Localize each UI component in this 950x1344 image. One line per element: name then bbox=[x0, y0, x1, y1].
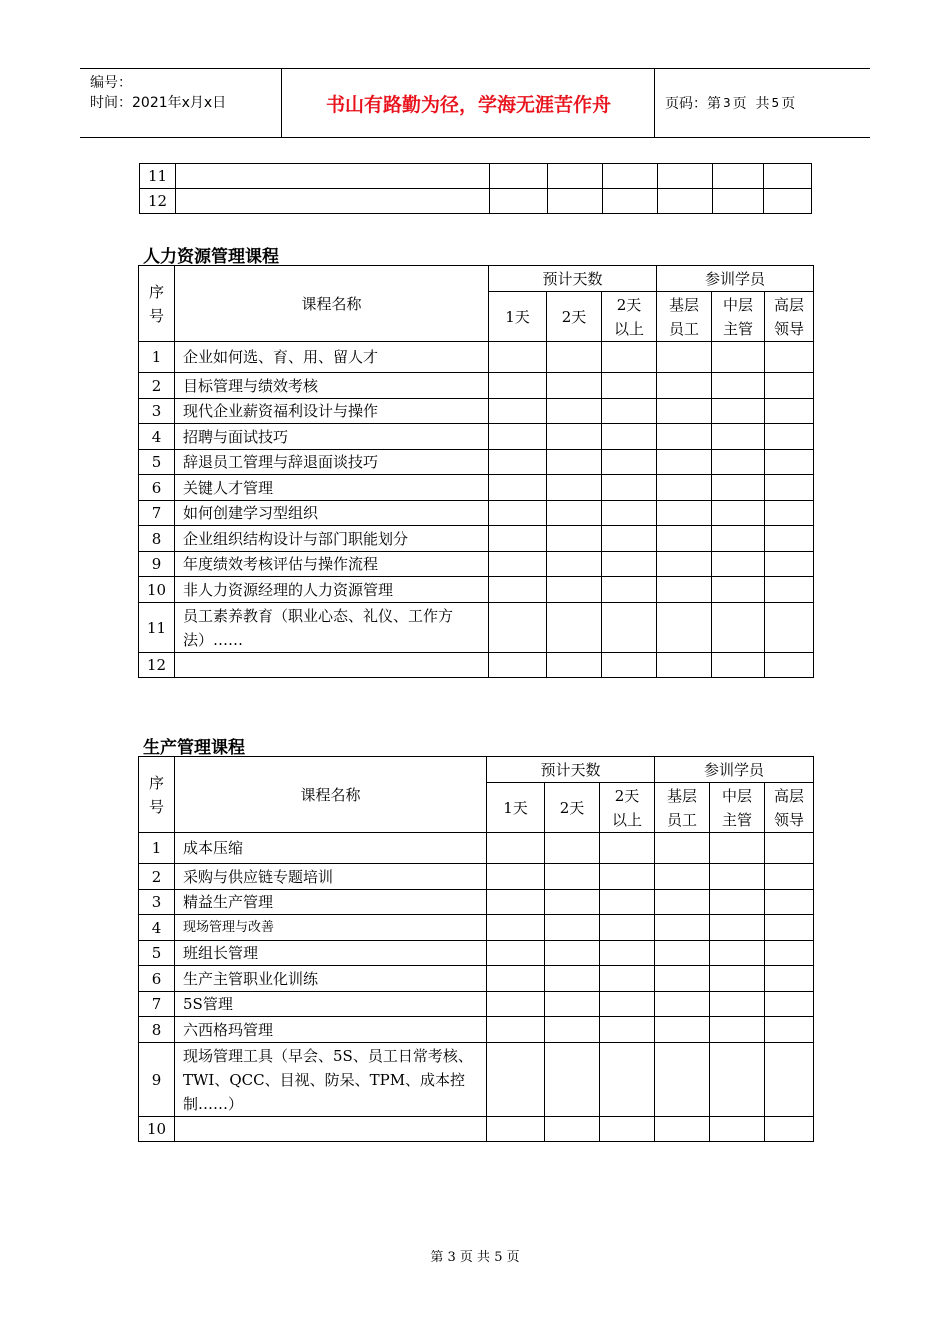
table-row bbox=[139, 373, 814, 399]
checkbox-cell[interactable] bbox=[710, 941, 765, 966]
course-name: 班组长管理 bbox=[175, 941, 487, 966]
checkbox-cell[interactable] bbox=[545, 864, 600, 890]
page-label-mid: 页 共 bbox=[732, 96, 770, 112]
row-number: 3 bbox=[139, 399, 175, 424]
row-number: 8 bbox=[139, 1017, 175, 1043]
checkbox-cell[interactable] bbox=[545, 833, 600, 864]
course-name: 员工素养教育（职业心态、礼仪、工作方法）…… bbox=[175, 603, 489, 653]
course-name bbox=[175, 1117, 487, 1142]
checkbox-cell[interactable] bbox=[600, 1017, 655, 1043]
checkbox-cell[interactable] bbox=[657, 342, 712, 373]
page-header bbox=[80, 68, 870, 138]
checkbox-cell[interactable] bbox=[487, 833, 545, 864]
checkbox-cell[interactable] bbox=[602, 450, 657, 475]
table-row bbox=[140, 164, 812, 189]
checkbox-cell[interactable] bbox=[547, 373, 602, 399]
row-number: 6 bbox=[139, 966, 175, 992]
seq-header: 序号 bbox=[139, 266, 175, 342]
course-name: 生产主管职业化训练 bbox=[175, 966, 487, 992]
table-row bbox=[139, 603, 814, 653]
checkbox-cell[interactable] bbox=[765, 373, 814, 399]
checkbox-cell[interactable] bbox=[545, 890, 600, 915]
header-page-info bbox=[665, 69, 870, 137]
row-number: 4 bbox=[139, 424, 175, 450]
checkbox-cell[interactable] bbox=[602, 653, 657, 678]
table-row bbox=[139, 399, 814, 424]
checkbox-cell[interactable] bbox=[764, 189, 812, 214]
checkbox-cell[interactable] bbox=[658, 189, 713, 214]
checkbox-cell[interactable] bbox=[710, 966, 765, 992]
table-row bbox=[139, 577, 814, 603]
checkbox-cell[interactable] bbox=[764, 164, 812, 189]
row-number: 5 bbox=[139, 450, 175, 475]
checkbox-cell[interactable] bbox=[487, 941, 545, 966]
course-name: 采购与供应链专题培训 bbox=[175, 864, 487, 890]
checkbox-cell[interactable] bbox=[489, 342, 547, 373]
table-row bbox=[139, 992, 814, 1017]
hr-section-title: 人力资源管理课程 bbox=[143, 247, 279, 267]
checkbox-cell[interactable] bbox=[602, 399, 657, 424]
checkbox-cell[interactable] bbox=[600, 941, 655, 966]
checkbox-cell[interactable] bbox=[657, 373, 712, 399]
row-number: 1 bbox=[139, 342, 175, 373]
checkbox-cell[interactable] bbox=[600, 864, 655, 890]
checkbox-cell[interactable] bbox=[765, 526, 814, 552]
checkbox-cell[interactable] bbox=[657, 399, 712, 424]
checkbox-cell[interactable] bbox=[657, 475, 712, 501]
table-row bbox=[139, 1017, 814, 1043]
checkbox-cell[interactable] bbox=[657, 577, 712, 603]
checkbox-cell[interactable] bbox=[765, 915, 814, 941]
checkbox-cell[interactable] bbox=[547, 577, 602, 603]
course-name bbox=[176, 164, 490, 189]
days-header: 预计天数 bbox=[489, 266, 657, 292]
row-number: 11 bbox=[139, 603, 175, 653]
course-name: 成本压缩 bbox=[175, 833, 487, 864]
course-name: 5S管理 bbox=[175, 992, 487, 1017]
table-row bbox=[139, 501, 814, 526]
checkbox-cell[interactable] bbox=[712, 501, 765, 526]
checkbox-cell[interactable] bbox=[712, 653, 765, 678]
checkbox-cell[interactable] bbox=[489, 450, 547, 475]
checkbox-cell[interactable] bbox=[710, 833, 765, 864]
prod-section-title: 生产管理课程 bbox=[143, 738, 245, 758]
serial-label: 编号： bbox=[90, 75, 132, 91]
checkbox-cell[interactable] bbox=[547, 552, 602, 577]
checkbox-cell[interactable] bbox=[547, 475, 602, 501]
course-name: 招聘与面试技巧 bbox=[175, 424, 489, 450]
row-number: 8 bbox=[139, 526, 175, 552]
participants-header: 参训学员 bbox=[657, 266, 814, 292]
checkbox-cell[interactable] bbox=[655, 941, 710, 966]
checkbox-cell[interactable] bbox=[710, 992, 765, 1017]
checkbox-cell[interactable] bbox=[655, 966, 710, 992]
header-left bbox=[80, 69, 282, 137]
continuation-table bbox=[139, 163, 812, 214]
checkbox-cell[interactable] bbox=[655, 1017, 710, 1043]
checkbox-cell[interactable] bbox=[490, 189, 548, 214]
checkbox-cell[interactable] bbox=[489, 603, 547, 653]
checkbox-cell[interactable] bbox=[602, 552, 657, 577]
checkbox-cell[interactable] bbox=[765, 603, 814, 653]
checkbox-cell[interactable] bbox=[765, 992, 814, 1017]
time-label: 时间：2021年x月x日 bbox=[90, 95, 227, 111]
checkbox-cell[interactable] bbox=[547, 526, 602, 552]
row-number: 7 bbox=[139, 992, 175, 1017]
checkbox-cell[interactable] bbox=[710, 1117, 765, 1142]
checkbox-cell[interactable] bbox=[487, 1117, 545, 1142]
checkbox-cell[interactable] bbox=[602, 526, 657, 552]
checkbox-cell[interactable] bbox=[489, 424, 547, 450]
checkbox-cell[interactable] bbox=[710, 915, 765, 941]
checkbox-cell[interactable] bbox=[765, 966, 814, 992]
checkbox-cell[interactable] bbox=[489, 475, 547, 501]
page-label-suffix: 页 bbox=[781, 96, 796, 112]
course-name bbox=[176, 189, 490, 214]
checkbox-cell[interactable] bbox=[657, 653, 712, 678]
checkbox-cell[interactable] bbox=[600, 966, 655, 992]
course-name: 现代企业薪资福利设计与操作 bbox=[175, 399, 489, 424]
row-number: 10 bbox=[139, 1117, 175, 1142]
row-number: 2 bbox=[139, 864, 175, 890]
checkbox-cell[interactable] bbox=[712, 475, 765, 501]
staff-header: 基层员工 bbox=[657, 292, 712, 342]
checkbox-cell[interactable] bbox=[487, 966, 545, 992]
table-row bbox=[139, 526, 814, 552]
checkbox-cell[interactable] bbox=[765, 577, 814, 603]
checkbox-cell[interactable] bbox=[765, 450, 814, 475]
days-1-header: 1天 bbox=[487, 783, 545, 833]
checkbox-cell[interactable] bbox=[600, 1043, 655, 1117]
days-more-header: 2天以上 bbox=[600, 783, 655, 833]
checkbox-cell[interactable] bbox=[600, 1117, 655, 1142]
checkbox-cell[interactable] bbox=[545, 992, 600, 1017]
checkbox-cell[interactable] bbox=[487, 1017, 545, 1043]
checkbox-cell[interactable] bbox=[657, 552, 712, 577]
course-name: 六西格玛管理 bbox=[175, 1017, 487, 1043]
executive-header: 高层领导 bbox=[765, 292, 814, 342]
checkbox-cell[interactable] bbox=[655, 1117, 710, 1142]
table-row bbox=[139, 1117, 814, 1142]
staff-header: 基层员工 bbox=[655, 783, 710, 833]
checkbox-cell[interactable] bbox=[547, 653, 602, 678]
checkbox-cell[interactable] bbox=[489, 373, 547, 399]
checkbox-cell[interactable] bbox=[765, 890, 814, 915]
checkbox-cell[interactable] bbox=[545, 915, 600, 941]
checkbox-cell[interactable] bbox=[655, 1043, 710, 1117]
checkbox-cell[interactable] bbox=[765, 864, 814, 890]
table-row bbox=[139, 966, 814, 992]
table-row bbox=[139, 833, 814, 864]
supervisor-header: 中层主管 bbox=[712, 292, 765, 342]
checkbox-cell[interactable] bbox=[765, 342, 814, 373]
checkbox-cell[interactable] bbox=[655, 890, 710, 915]
course-name: 企业如何选、育、用、留人才 bbox=[175, 342, 489, 373]
checkbox-cell[interactable] bbox=[655, 992, 710, 1017]
checkbox-cell[interactable] bbox=[658, 164, 713, 189]
course-name: 关键人才管理 bbox=[175, 475, 489, 501]
checkbox-cell[interactable] bbox=[712, 603, 765, 653]
checkbox-cell[interactable] bbox=[547, 501, 602, 526]
checkbox-cell[interactable] bbox=[765, 475, 814, 501]
executive-header: 高层领导 bbox=[765, 783, 814, 833]
table-row bbox=[139, 915, 814, 941]
row-number: 9 bbox=[139, 552, 175, 577]
checkbox-cell[interactable] bbox=[487, 1043, 545, 1117]
table-row bbox=[139, 864, 814, 890]
hr-course-table bbox=[138, 265, 814, 678]
table-row bbox=[139, 552, 814, 577]
table-row bbox=[139, 890, 814, 915]
checkbox-cell[interactable] bbox=[600, 992, 655, 1017]
checkbox-cell[interactable] bbox=[487, 915, 545, 941]
checkbox-cell[interactable] bbox=[712, 526, 765, 552]
checkbox-cell[interactable] bbox=[655, 833, 710, 864]
course-name: 年度绩效考核评估与操作流程 bbox=[175, 552, 489, 577]
row-number: 12 bbox=[139, 653, 175, 678]
row-number: 1 bbox=[139, 833, 175, 864]
row-number: 2 bbox=[139, 373, 175, 399]
checkbox-cell[interactable] bbox=[547, 424, 602, 450]
checkbox-cell[interactable] bbox=[548, 189, 603, 214]
checkbox-cell[interactable] bbox=[602, 342, 657, 373]
course-name bbox=[175, 653, 489, 678]
days-more-header: 2天以上 bbox=[602, 292, 657, 342]
checkbox-cell[interactable] bbox=[487, 992, 545, 1017]
course-name: 现场管理与改善 bbox=[175, 915, 487, 941]
checkbox-cell[interactable] bbox=[603, 164, 658, 189]
checkbox-cell[interactable] bbox=[600, 833, 655, 864]
page-total: 5 bbox=[771, 96, 780, 110]
checkbox-cell[interactable] bbox=[545, 1117, 600, 1142]
checkbox-cell[interactable] bbox=[765, 653, 814, 678]
checkbox-cell[interactable] bbox=[547, 342, 602, 373]
row-number: 10 bbox=[139, 577, 175, 603]
checkbox-cell[interactable] bbox=[710, 1017, 765, 1043]
course-name: 如何创建学习型组织 bbox=[175, 501, 489, 526]
checkbox-cell[interactable] bbox=[547, 603, 602, 653]
checkbox-cell[interactable] bbox=[489, 526, 547, 552]
row-number: 5 bbox=[139, 941, 175, 966]
checkbox-cell[interactable] bbox=[712, 552, 765, 577]
checkbox-cell[interactable] bbox=[765, 833, 814, 864]
course-name: 精益生产管理 bbox=[175, 890, 487, 915]
table-row bbox=[139, 1043, 814, 1117]
checkbox-cell[interactable] bbox=[602, 603, 657, 653]
checkbox-cell[interactable] bbox=[765, 424, 814, 450]
checkbox-cell[interactable] bbox=[603, 189, 658, 214]
checkbox-cell[interactable] bbox=[547, 399, 602, 424]
course-name: 现场管理工具（早会、5S、员工日常考核、TWI、QCC、目视、防呆、TPM、成本控制……） bbox=[175, 1043, 487, 1117]
checkbox-cell[interactable] bbox=[489, 552, 547, 577]
table-row bbox=[139, 653, 814, 678]
days-2-header: 2天 bbox=[545, 783, 600, 833]
checkbox-cell[interactable] bbox=[657, 501, 712, 526]
header-motto: 书山有路勤为径，学海无涯苦作舟 bbox=[283, 69, 655, 137]
row-number: 6 bbox=[139, 475, 175, 501]
checkbox-cell[interactable] bbox=[489, 653, 547, 678]
course-name-header: 课程名称 bbox=[175, 266, 489, 342]
course-name: 企业组织结构设计与部门职能划分 bbox=[175, 526, 489, 552]
checkbox-cell[interactable] bbox=[657, 526, 712, 552]
checkbox-cell[interactable] bbox=[655, 864, 710, 890]
row-number: 11 bbox=[140, 164, 176, 189]
checkbox-cell[interactable] bbox=[765, 1043, 814, 1117]
checkbox-cell[interactable] bbox=[547, 450, 602, 475]
days-header: 预计天数 bbox=[487, 757, 655, 783]
checkbox-cell[interactable] bbox=[602, 475, 657, 501]
seq-header: 序号 bbox=[139, 757, 175, 833]
checkbox-cell[interactable] bbox=[713, 189, 764, 214]
checkbox-cell[interactable] bbox=[765, 399, 814, 424]
page-footer: 第 3 页 共 5 页 bbox=[430, 1250, 520, 1265]
checkbox-cell[interactable] bbox=[545, 1017, 600, 1043]
table-row bbox=[139, 450, 814, 475]
checkbox-cell[interactable] bbox=[545, 966, 600, 992]
checkbox-cell[interactable] bbox=[489, 577, 547, 603]
row-number: 4 bbox=[139, 915, 175, 941]
checkbox-cell[interactable] bbox=[489, 399, 547, 424]
checkbox-cell[interactable] bbox=[765, 552, 814, 577]
checkbox-cell[interactable] bbox=[710, 890, 765, 915]
checkbox-cell[interactable] bbox=[713, 164, 764, 189]
table-row bbox=[139, 941, 814, 966]
course-name-header: 课程名称 bbox=[175, 757, 487, 833]
table-row bbox=[139, 424, 814, 450]
course-name: 目标管理与绩效考核 bbox=[175, 373, 489, 399]
checkbox-cell[interactable] bbox=[710, 1043, 765, 1117]
checkbox-cell[interactable] bbox=[487, 864, 545, 890]
participants-header: 参训学员 bbox=[655, 757, 814, 783]
checkbox-cell[interactable] bbox=[487, 890, 545, 915]
checkbox-cell[interactable] bbox=[489, 501, 547, 526]
checkbox-cell[interactable] bbox=[657, 450, 712, 475]
checkbox-cell[interactable] bbox=[712, 577, 765, 603]
checkbox-cell[interactable] bbox=[657, 603, 712, 653]
checkbox-cell[interactable] bbox=[657, 424, 712, 450]
page-label-prefix: 页码：第 bbox=[665, 96, 721, 112]
checkbox-cell[interactable] bbox=[548, 164, 603, 189]
checkbox-cell[interactable] bbox=[712, 450, 765, 475]
checkbox-cell[interactable] bbox=[602, 577, 657, 603]
checkbox-cell[interactable] bbox=[712, 373, 765, 399]
checkbox-cell[interactable] bbox=[710, 864, 765, 890]
checkbox-cell[interactable] bbox=[490, 164, 548, 189]
checkbox-cell[interactable] bbox=[712, 399, 765, 424]
checkbox-cell[interactable] bbox=[602, 424, 657, 450]
days-2-header: 2天 bbox=[547, 292, 602, 342]
table-row bbox=[139, 342, 814, 373]
checkbox-cell[interactable] bbox=[765, 941, 814, 966]
checkbox-cell[interactable] bbox=[545, 941, 600, 966]
row-number: 9 bbox=[139, 1043, 175, 1117]
row-number: 3 bbox=[139, 890, 175, 915]
course-name: 非人力资源经理的人力资源管理 bbox=[175, 577, 489, 603]
checkbox-cell[interactable] bbox=[712, 424, 765, 450]
page-current: 3 bbox=[723, 96, 731, 110]
row-number: 12 bbox=[140, 189, 176, 214]
checkbox-cell[interactable] bbox=[655, 915, 710, 941]
checkbox-cell[interactable] bbox=[600, 890, 655, 915]
checkbox-cell[interactable] bbox=[765, 1017, 814, 1043]
checkbox-cell[interactable] bbox=[765, 1117, 814, 1142]
course-name: 辞退员工管理与辞退面谈技巧 bbox=[175, 450, 489, 475]
table-row bbox=[139, 475, 814, 501]
row-number: 7 bbox=[139, 501, 175, 526]
days-1-header: 1天 bbox=[489, 292, 547, 342]
checkbox-cell[interactable] bbox=[600, 915, 655, 941]
checkbox-cell[interactable] bbox=[602, 501, 657, 526]
prod-course-table bbox=[138, 756, 814, 1142]
checkbox-cell[interactable] bbox=[545, 1043, 600, 1117]
checkbox-cell[interactable] bbox=[712, 342, 765, 373]
checkbox-cell[interactable] bbox=[602, 373, 657, 399]
supervisor-header: 中层主管 bbox=[710, 783, 765, 833]
checkbox-cell[interactable] bbox=[765, 501, 814, 526]
table-row bbox=[140, 189, 812, 214]
